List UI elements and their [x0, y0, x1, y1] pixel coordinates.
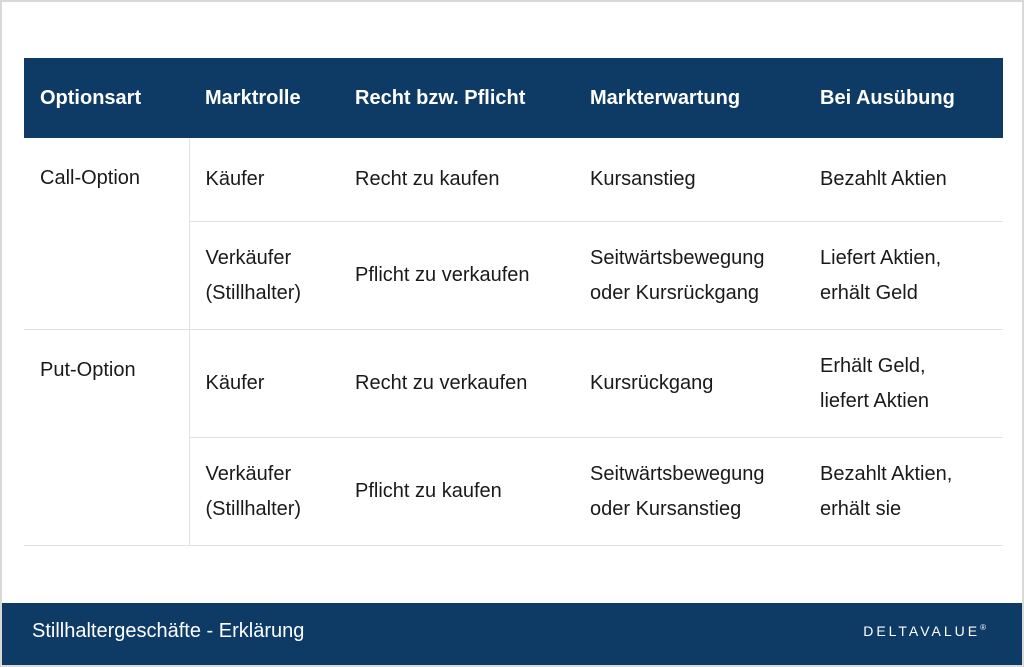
options-table-container [24, 58, 1003, 546]
role-line: (Stillhalter) [205, 281, 302, 304]
expectation-line: Kursanstieg [590, 168, 696, 190]
role-cell [189, 438, 339, 546]
exercise-cell [804, 330, 1003, 438]
right-cell [339, 222, 574, 330]
table-row [24, 330, 1003, 438]
right-text: Recht zu kaufen [355, 168, 500, 190]
exercise-line: Bezahlt Aktien [820, 168, 947, 190]
exercise-line: erhält sie [820, 497, 902, 520]
exercise-line: Liefert Aktien, [820, 246, 942, 269]
table-row [24, 138, 1003, 222]
expectation-line: Seitwärtsbewegung [590, 246, 765, 269]
registered-mark: ® [980, 623, 986, 632]
options-table [24, 58, 1003, 546]
table-body [24, 138, 1003, 546]
expectation-line: oder Kursrückgang [590, 281, 759, 304]
exercise-line: Bezahlt Aktien, [820, 462, 953, 485]
role-cell [189, 138, 339, 222]
exercise-line: liefert Aktien [820, 389, 929, 412]
exercise-cell [804, 438, 1003, 546]
footer-bar [2, 603, 1022, 665]
role-line: Käufer [205, 372, 265, 394]
header-optionsart: Optionsart [24, 58, 189, 138]
header-bei-ausuebung: Bei Ausübung [804, 58, 1003, 138]
header-marktrolle: Marktrolle [189, 58, 339, 138]
role-cell [189, 330, 339, 438]
right-text: Pflicht zu kaufen [355, 480, 502, 502]
header-row [24, 58, 1003, 138]
right-cell [339, 330, 574, 438]
expectation-cell [574, 438, 804, 546]
expectation-cell [574, 138, 804, 222]
right-cell [339, 138, 574, 222]
role-line: (Stillhalter) [205, 497, 302, 520]
deltavalue-logo [863, 623, 986, 639]
option-type-cell [24, 330, 189, 546]
right-cell [339, 438, 574, 546]
role-line: Verkäufer [205, 246, 292, 269]
exercise-cell [804, 222, 1003, 330]
role-line: Käufer [205, 168, 265, 190]
header-recht-pflicht: Recht bzw. Pflicht [339, 58, 574, 138]
footer-title: Stillhaltergeschäfte - Erklärung [32, 620, 305, 642]
role-cell [189, 222, 339, 330]
expectation-line: oder Kursanstieg [590, 497, 742, 520]
exercise-cell [804, 138, 1003, 222]
expectation-line: Kursrückgang [590, 372, 714, 394]
role-line: Verkäufer [205, 462, 292, 485]
expectation-line: Seitwärtsbewegung [590, 462, 765, 485]
expectation-cell [574, 330, 804, 438]
right-text: Pflicht zu verkaufen [355, 264, 530, 286]
option-type-label: Put-Option [40, 359, 136, 381]
exercise-line: Erhält Geld, [820, 354, 926, 377]
logo-wordmark: DELTAVALUE [863, 623, 981, 639]
right-text: Recht zu verkaufen [355, 372, 528, 394]
option-type-label: Call-Option [40, 167, 141, 189]
exercise-line: erhält Geld [820, 281, 918, 304]
table-header [24, 58, 1003, 138]
header-markterwartung: Markterwartung [574, 58, 804, 138]
option-type-cell [24, 138, 189, 330]
expectation-cell [574, 222, 804, 330]
